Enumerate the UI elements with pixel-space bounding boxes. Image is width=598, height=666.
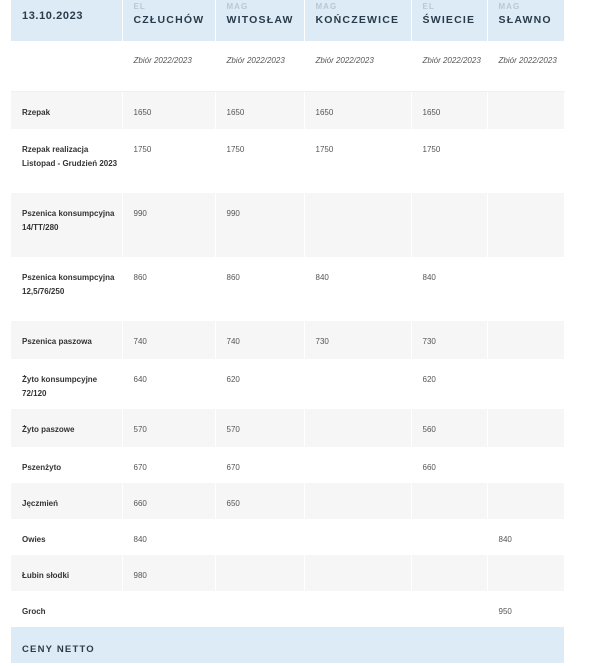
price-cell: 1650 [411,91,487,129]
location-type: MAG [498,2,521,11]
price-cell [122,591,215,627]
commodity-name: Owies [11,519,122,555]
location-type: EL [133,2,146,11]
table-row [11,359,564,409]
price-cell [487,483,564,519]
price-cell: 640 [122,359,215,409]
table-row [11,591,564,627]
table-row [11,321,564,359]
price-cell: 620 [411,359,487,409]
price-cell: 570 [215,409,304,447]
price-cell [411,483,487,519]
location-name: WITOSŁAW [226,14,294,26]
season-cell: Zbiór 2022/2023 [487,41,564,91]
price-cell [304,193,411,257]
location-name: SŁAWNO [498,14,552,26]
price-cell [215,555,304,591]
price-cell [304,555,411,591]
commodity-name: Rzepak realizacja Listopad - Grudzień 2023 [11,129,122,193]
price-cell: 1650 [122,91,215,129]
season-row [11,41,564,91]
price-cell: 730 [411,321,487,359]
price-cell: 840 [304,257,411,321]
price-cell: 990 [122,193,215,257]
price-table-container [11,0,564,663]
season-cell: Zbiór 2022/2023 [215,41,304,91]
table-row [11,129,564,193]
net-prices-label: CENY NETTO [22,644,95,655]
price-cell: 860 [215,257,304,321]
table-footer-row [11,627,564,663]
commodity-name: Pszenica konsumpcyjna 12,5/76/250 [11,257,122,321]
price-cell [411,555,487,591]
price-cell [487,359,564,409]
price-cell: 950 [487,591,564,627]
price-cell: 840 [411,257,487,321]
price-cell: 560 [411,409,487,447]
table-header-row [11,0,564,41]
season-cell-empty [11,41,122,91]
table-row [11,193,564,257]
price-cell: 570 [122,409,215,447]
price-cell: 840 [122,519,215,555]
price-cell [304,483,411,519]
price-cell [411,193,487,257]
price-cell [487,447,564,483]
price-cell: 1650 [215,91,304,129]
price-cell [487,409,564,447]
location-name: ŚWIECIE [422,14,476,26]
price-cell [487,555,564,591]
price-table [11,0,565,663]
price-cell: 1750 [215,129,304,193]
table-row [11,91,564,129]
table-row [11,519,564,555]
season-cell: Zbiór 2022/2023 [122,41,215,91]
commodity-name: Pszenica konsumpcyjna 14/TT/280 [11,193,122,257]
price-cell [411,519,487,555]
price-cell [304,519,411,555]
price-cell: 620 [215,359,304,409]
header-column [215,0,304,41]
commodity-name: Łubin słodki [11,555,122,591]
price-cell [215,519,304,555]
location-type: EL [422,2,435,11]
price-cell: 650 [215,483,304,519]
price-cell: 1750 [304,129,411,193]
commodity-name: Pszenżyto [11,447,122,483]
price-cell [411,591,487,627]
commodity-name: Rzepak [11,91,122,129]
price-cell [215,591,304,627]
commodity-name: Pszenica paszowa [11,321,122,359]
price-cell [487,193,564,257]
location-type: MAG [315,2,338,11]
price-cell: 740 [122,321,215,359]
header-column [304,0,411,41]
table-row [11,257,564,321]
commodity-name: Groch [11,591,122,627]
location-type: MAG [226,2,249,11]
price-cell: 670 [122,447,215,483]
price-cell: 670 [215,447,304,483]
price-cell: 990 [215,193,304,257]
season-cell: Zbiór 2022/2023 [411,41,487,91]
header-column [411,0,487,41]
price-date: 13.10.2023 [22,10,84,22]
price-cell [304,591,411,627]
table-row [11,483,564,519]
price-cell [304,359,411,409]
table-row [11,555,564,591]
season-cell: Zbiór 2022/2023 [304,41,411,91]
price-cell [487,91,564,129]
price-cell: 1750 [122,129,215,193]
price-cell: 1750 [411,129,487,193]
commodity-name: Żyto paszowe [11,409,122,447]
price-cell [487,257,564,321]
table-row [11,409,564,447]
price-cell [487,321,564,359]
header-column [122,0,215,41]
price-cell: 980 [122,555,215,591]
price-cell: 840 [487,519,564,555]
header-date-cell [11,0,122,41]
price-cell [304,409,411,447]
header-column [487,0,564,41]
footer-cell [11,627,564,663]
price-cell [487,129,564,193]
price-cell: 660 [411,447,487,483]
location-name: CZŁUCHÓW [133,14,205,26]
location-name: KOŃCZEWICE [315,14,400,26]
commodity-name: Żyto konsumpcyjne 72/120 [11,359,122,409]
price-cell: 730 [304,321,411,359]
price-cell: 660 [122,483,215,519]
price-cell: 740 [215,321,304,359]
table-row [11,447,564,483]
commodity-name: Jęczmień [11,483,122,519]
price-cell [304,447,411,483]
price-cell: 860 [122,257,215,321]
price-cell: 1650 [304,91,411,129]
